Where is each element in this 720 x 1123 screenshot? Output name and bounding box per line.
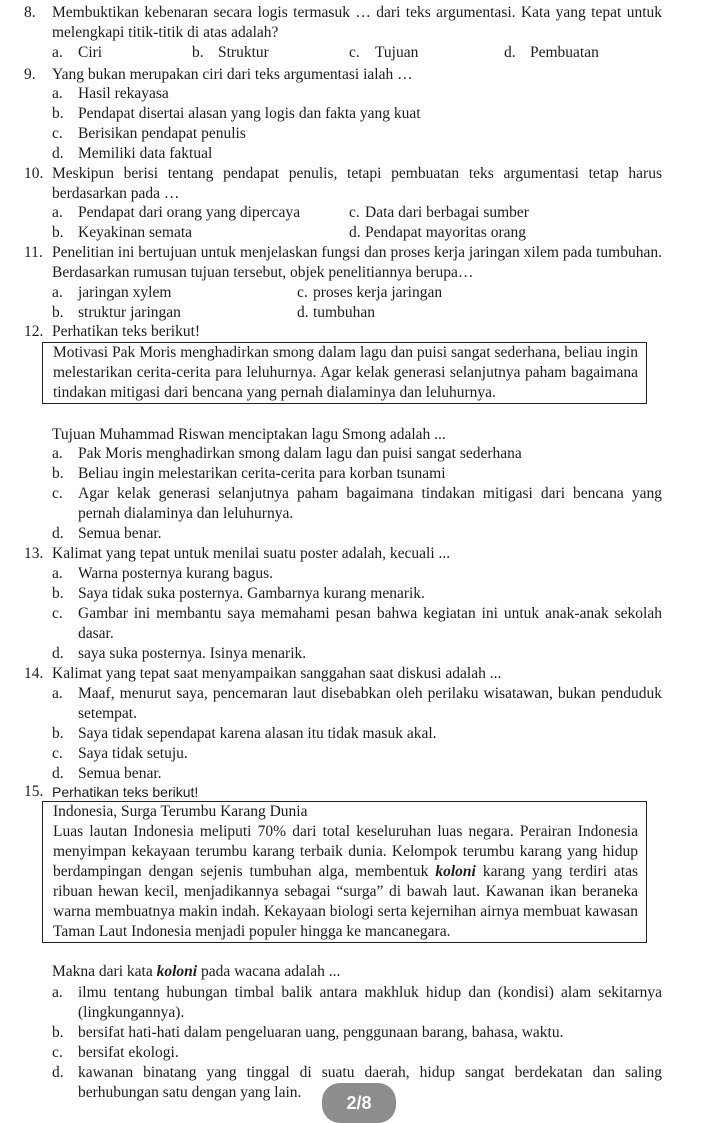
question-8-options — [52, 43, 654, 63]
page-indicator: 2/8 — [322, 1083, 396, 1123]
option-d[interactable] — [349, 223, 649, 243]
option-text: bersifat ekologi. — [78, 1044, 179, 1061]
option-label: d. — [52, 525, 64, 542]
option-label: a. — [52, 445, 63, 462]
option-text: Gambar ini membantu saya memahami pesan bahwa kegiatan ini untuk anak-anak sekolah dasar. — [78, 605, 662, 642]
option-text: tumbuhan — [313, 304, 375, 321]
question-9 — [0, 65, 720, 85]
passage-part-2: karang yang terdiri atas ribuan hewan kecil, menjadikannya sebagai “surga” di bawah laut. Kawanan ikan beraneka warna membuatnya makin indah. Kekayaan biologi serta kejernihan airnya membuat kawasan Taman Laut Indonesia menjadi populer hingga ke mancanegara. — [53, 863, 639, 940]
question-prompt: Tujuan Muhammad Riswan menciptakan lagu Smong adalah ... — [52, 426, 446, 443]
option-text: Pendapat dari orang yang dipercaya — [78, 204, 301, 221]
question-text: Perhatikan teks berikut! — [52, 784, 199, 800]
question-text: Yang bukan merupakan ciri dari teks argumentasi ialah … — [52, 66, 413, 83]
question-prompt — [52, 962, 340, 982]
prompt-pre: Makna dari kata — [52, 963, 153, 980]
passage-keyword: koloni — [435, 863, 476, 880]
option-a[interactable] — [52, 203, 349, 223]
option-label: a. — [52, 565, 63, 582]
option-c[interactable] — [52, 744, 662, 764]
option-text: Agar kelak generasi selanjutnya paham bagaimana tindakan mitigasi dari bencana yang pernah dialaminya dan leluhurnya. — [78, 485, 662, 522]
option-b[interactable] — [52, 1023, 662, 1043]
question-9-options — [52, 84, 662, 164]
option-text: Pendapat mayoritas orang — [365, 224, 526, 241]
option-text: Tujuan — [375, 44, 419, 61]
option-text: Data dari berbagai sumber — [365, 204, 529, 221]
option-text: Semua benar. — [78, 765, 162, 782]
option-c[interactable] — [52, 484, 662, 524]
option-text: bersifat hati-hati dalam pengeluaran uang, penggunaan barang, bahasa, waktu. — [78, 1024, 564, 1041]
option-label: d. — [297, 304, 309, 321]
option-text: Struktur — [218, 44, 269, 61]
passage-text: Motivasi Pak Moris menghadirkan smong dalam lagu dan puisi sangat sederhana, beliau ingin melestarikan cerita-cerita para leluhurnya. Agar kelak generasi selanjutnya paham bagaimana tindakan mitigasi dari bencana yang pernah dialaminya dan leluhurnya. — [53, 344, 638, 401]
question-number: 11. — [24, 244, 43, 261]
option-text: Semua benar. — [78, 525, 162, 542]
option-b[interactable] — [52, 464, 662, 484]
option-a[interactable] — [52, 283, 297, 303]
option-label: c. — [52, 1044, 63, 1061]
option-label: b. — [52, 585, 64, 602]
option-c[interactable] — [52, 604, 662, 644]
option-text: Hasil rekayasa — [78, 85, 169, 102]
option-label: b. — [52, 725, 64, 742]
option-text: saya suka posternya. Isinya menarik. — [78, 645, 307, 662]
option-c[interactable] — [297, 283, 597, 303]
question-number: 12. — [24, 323, 44, 340]
option-text: Berisikan pendapat penulis — [78, 125, 246, 142]
option-b[interactable] — [52, 104, 662, 124]
option-a[interactable] — [52, 84, 662, 104]
option-text: kawanan binatang yang tinggal di suatu daerah, hidup sangat berdekatan dan saling berhubungan satu dengan yang lain. — [78, 1064, 662, 1101]
option-label: d. — [52, 765, 64, 782]
option-text: Maaf, menurut saya, pencemaran laut disebabkan oleh perilaku wisatawan, bukan penduduk setempat. — [78, 685, 662, 722]
option-label: a. — [52, 204, 63, 221]
option-label: c. — [52, 125, 63, 142]
option-b[interactable] — [52, 303, 297, 323]
option-a[interactable] — [52, 444, 662, 464]
option-label: d. — [504, 44, 516, 61]
option-c[interactable] — [349, 203, 649, 223]
passage-box — [42, 342, 647, 404]
question-13 — [0, 544, 720, 564]
option-text: Pembuatan — [530, 44, 599, 61]
option-label: b. — [52, 105, 64, 122]
option-label: d. — [52, 145, 64, 162]
option-label: a. — [52, 984, 63, 1001]
option-label: b. — [192, 44, 204, 61]
question-text: Kalimat yang tepat untuk menilai suatu poster adalah, kecuali ... — [52, 545, 451, 562]
option-c[interactable] — [52, 124, 662, 144]
option-label: b. — [52, 1024, 64, 1041]
option-label: a. — [52, 284, 63, 301]
option-label: b. — [52, 465, 64, 482]
option-d[interactable] — [297, 303, 597, 323]
option-text: struktur jaringan — [78, 304, 181, 321]
option-text: ilmu tentang hubungan timbal balik antara makhluk hidup dan (kondisi) alam sekitarnya (lingkungannya). — [78, 984, 662, 1021]
question-number: 13. — [24, 545, 44, 562]
option-label: d. — [349, 224, 361, 241]
option-label: c. — [52, 485, 63, 502]
question-12-options — [52, 444, 662, 544]
option-label: c. — [52, 605, 63, 622]
option-text: Pendapat disertai alasan yang logis dan fakta yang kuat — [78, 105, 421, 122]
option-d[interactable] — [52, 144, 662, 164]
option-text: Keyakinan semata — [78, 224, 193, 241]
option-text: Ciri — [78, 44, 103, 61]
option-text: Beliau ingin melestarikan cerita-cerita para korban tsunami — [78, 465, 446, 482]
option-c[interactable] — [52, 1043, 662, 1063]
option-text: Saya tidak sependapat karena alasan itu tidak masuk akal. — [78, 725, 437, 742]
question-number: 10. — [24, 165, 44, 182]
question-text: Membuktikan kebenaran secara logis termasuk … dari teks argumentasi. Kata yang tepat untuk melengkapi titik-titik di atas adalah? — [52, 4, 662, 41]
option-a[interactable] — [52, 43, 192, 63]
passage-box — [42, 801, 647, 943]
question-12 — [0, 322, 720, 342]
question-number: 8. — [24, 4, 36, 21]
option-a[interactable] — [52, 684, 662, 724]
option-d[interactable] — [52, 524, 662, 544]
option-label: d. — [52, 645, 64, 662]
option-d[interactable] — [52, 644, 662, 664]
option-label: c. — [297, 284, 308, 301]
option-text: Pak Moris menghadirkan smong dalam lagu dan puisi sangat sederhana — [78, 445, 522, 462]
option-b[interactable] — [52, 223, 349, 243]
option-label: b. — [52, 304, 64, 321]
question-number: 14. — [24, 665, 44, 682]
option-c[interactable] — [349, 43, 504, 63]
question-11-options — [52, 283, 597, 323]
question-8 — [0, 3, 720, 43]
option-b[interactable] — [192, 43, 349, 63]
option-text: Warna posternya kurang bagus. — [78, 565, 274, 582]
question-14-options — [52, 684, 662, 784]
option-text: proses kerja jaringan — [313, 284, 443, 301]
option-d[interactable] — [504, 43, 654, 63]
option-text: Saya tidak setuju. — [78, 745, 188, 762]
option-text: Memiliki data faktual — [78, 145, 213, 162]
question-text: Meskipun berisi tentang pendapat penulis, tetapi pembuatan teks argumentasi tetap harus berdasarkan pada … — [52, 165, 662, 202]
question-15 — [0, 782, 720, 802]
passage-part-1: Luas lautan Indonesia meliputi 70% dari total keseluruhan luas negara. Perairan Indonesia menyimpan kekayaan terumbu karang terbaik dunia. Kelompok terumbu karang yang hidup berdampingan dengan sejenis tumbuhan alga, membentuk — [53, 823, 638, 880]
question-number: 15. — [24, 783, 44, 800]
option-label: c. — [52, 745, 63, 762]
question-text: Kalimat yang tepat saat menyampaikan sanggahan saat diskusi adalah ... — [52, 665, 502, 682]
option-b[interactable] — [52, 724, 662, 744]
prompt-post: pada wacana adalah ... — [200, 963, 341, 980]
question-text: Penelitian ini bertujuan untuk menjelaskan fungsi dan proses kerja jaringan xilem pada tumbuhan. Berdasarkan rumusan tujuan tersebut, objek penelitiannya berupa… — [52, 244, 662, 281]
passage-text — [53, 822, 638, 942]
option-a[interactable] — [52, 564, 662, 584]
option-label: c. — [349, 204, 360, 221]
question-13-options — [52, 564, 662, 664]
option-b[interactable] — [52, 584, 662, 604]
option-label: d. — [52, 1064, 64, 1081]
option-label: a. — [52, 44, 63, 61]
question-14 — [0, 664, 720, 684]
option-a[interactable] — [52, 983, 662, 1023]
option-label: a. — [52, 85, 63, 102]
option-d[interactable] — [52, 764, 662, 784]
option-label: b. — [52, 224, 64, 241]
question-10-options — [52, 203, 649, 243]
option-label: c. — [349, 44, 360, 61]
question-10 — [0, 164, 720, 204]
prompt-keyword: koloni — [156, 963, 198, 980]
question-11 — [0, 243, 720, 283]
question-number: 9. — [24, 66, 36, 83]
option-text: Saya tidak suka posternya. Gambarnya kurang menarik. — [78, 585, 425, 602]
option-text: jaringan xylem — [78, 284, 172, 301]
question-text: Perhatikan teks berikut! — [52, 323, 201, 340]
passage-title: Indonesia, Surga Terumbu Karang Dunia — [53, 803, 308, 820]
option-label: a. — [52, 685, 63, 702]
